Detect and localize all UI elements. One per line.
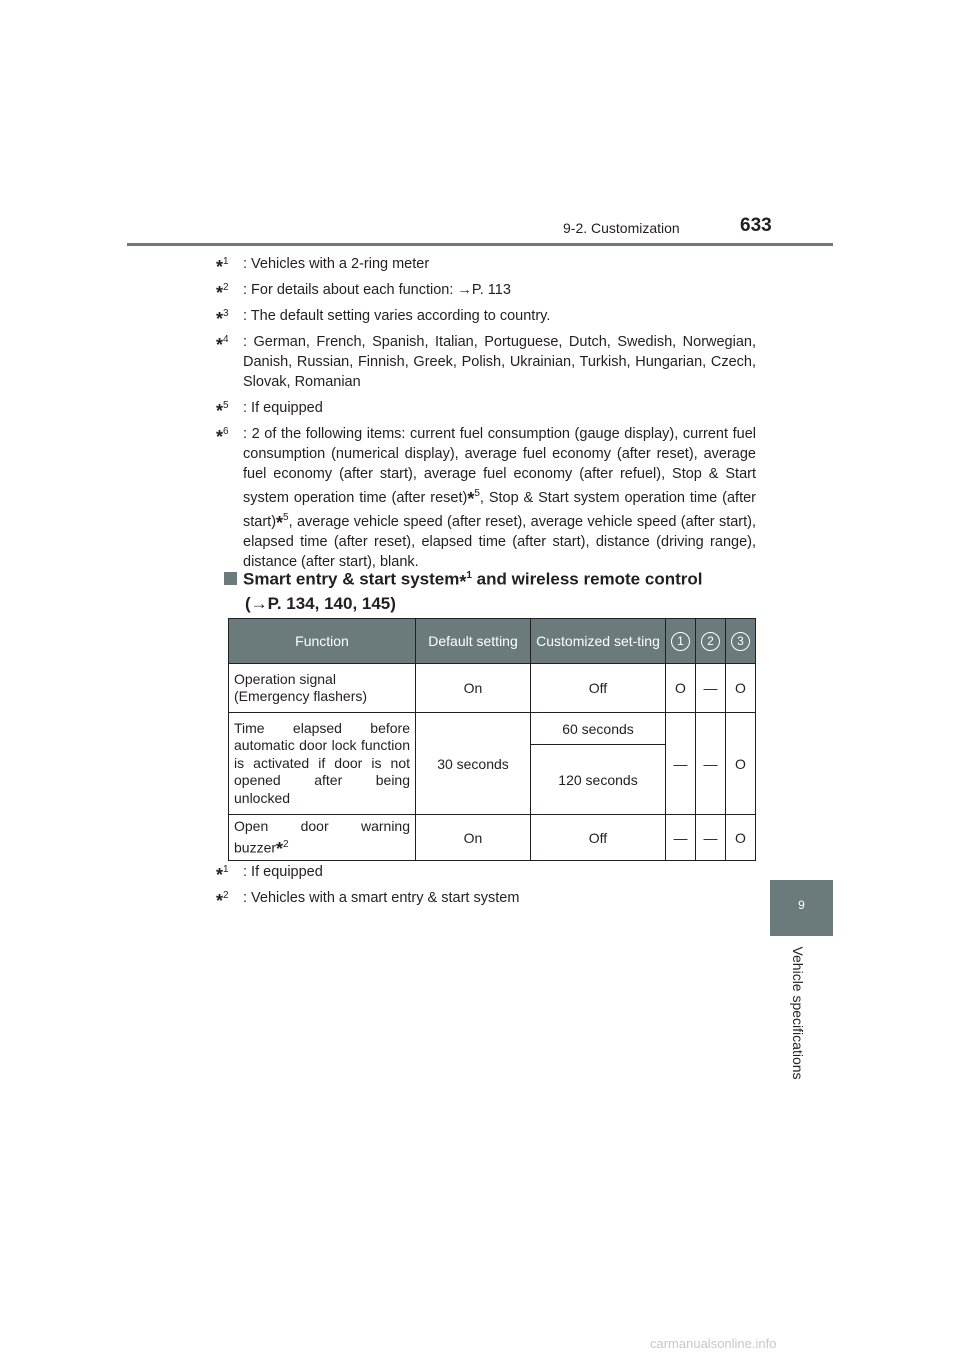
row-customized: 120 seconds <box>531 745 666 815</box>
square-bullet-icon <box>224 572 237 585</box>
row-c3: O <box>726 815 756 861</box>
row-default: 30 seconds <box>416 713 531 815</box>
footnote-5: *$^5$ : If equipped <box>216 400 323 421</box>
row-c3: O <box>726 664 756 713</box>
row-c1: O <box>666 664 696 713</box>
footnote-1: *$^1$ : If equipped <box>216 864 323 885</box>
watermark: carmanualsonline.info <box>650 1336 777 1351</box>
section-heading: Smart entry & start system*$^1$ and wireless remote control (→P. 134, 140, 145) <box>224 564 764 616</box>
footnote-1: *$^1$ : Vehicles with a 2-ring meter <box>216 256 430 277</box>
table-row <box>229 664 756 713</box>
running-header-section: 9-2. Customization <box>563 220 680 236</box>
footnote-6: *$^6$ : 2 of the following items: current fuel consumption (gauge display), current fuel consumption (numerical display), average fuel economy (after reset), average fuel economy (after start), average fuel economy (after refuel), Stop & Start system operation time (after reset)*$^5$, Stop & Start system operation time (after start)*$^5$, average vehicle speed (after reset), average vehicle speed (after start), elapsed time (after reset), elapsed time (after start), distance (driving range), distance (after start), blank. <box>216 426 756 570</box>
circled-number-icon: 3 <box>731 632 750 651</box>
footnote-2: *$^2$ : Vehicles with a smart entry & start system <box>216 890 520 911</box>
row-customized: Off <box>531 815 666 861</box>
row-default: On <box>416 664 531 713</box>
row-function: Time elapsed before automatic door lock function is activated if door is not opened after being unlocked <box>229 713 416 815</box>
arrow-right-icon: → <box>250 593 268 613</box>
chapter-label: Vehicle specifications <box>790 946 806 1080</box>
circled-number-icon: 1 <box>671 632 690 651</box>
top-footnotes <box>216 254 756 572</box>
circled-number-icon: 2 <box>701 632 720 651</box>
row-c2: — <box>696 815 726 861</box>
chapter-number: 9 <box>798 898 805 912</box>
table-row <box>229 815 756 861</box>
footnote-4: *$^4$ : German, French, Spanish, Italian, Portuguese, Dutch, Swedish, Norwegian, Danish, Russian, Finnish, Greek, Polish, Ukrainian, Turkish, Hungarian, Czech, Slovak, Romanian <box>216 334 756 390</box>
page-number: 633 <box>740 215 772 236</box>
header-customized-setting: Customized set-ting <box>531 619 666 664</box>
row-c2: — <box>696 713 726 815</box>
header-col-1 <box>666 619 696 664</box>
header-function: Function <box>229 619 416 664</box>
row-default: On <box>416 815 531 861</box>
row-function: Operation signal (Emergency flashers) <box>229 664 416 713</box>
row-c1: — <box>666 713 696 815</box>
row-customized: 60 seconds <box>531 713 666 745</box>
row-c1: — <box>666 815 696 861</box>
row-c2: — <box>696 664 726 713</box>
row-c3: O <box>726 713 756 815</box>
row-function: Open door warning buzzer*$^2$ <box>229 815 416 861</box>
table-row <box>229 713 756 745</box>
row-customized: Off <box>531 664 666 713</box>
header-col-2 <box>696 619 726 664</box>
header-divider <box>127 243 833 246</box>
header-col-3 <box>726 619 756 664</box>
bottom-footnotes <box>216 862 756 911</box>
arrow-right-icon: → <box>457 282 472 298</box>
footnote-2: *$^2$ : For details about each function: →P. 113 <box>216 282 511 303</box>
customization-table <box>228 618 756 861</box>
header-default-setting: Default setting <box>416 619 531 664</box>
table-header-row <box>229 619 756 664</box>
footnote-3: *$^3$ : The default setting varies according to country. <box>216 308 551 329</box>
chapter-tab <box>770 880 833 936</box>
